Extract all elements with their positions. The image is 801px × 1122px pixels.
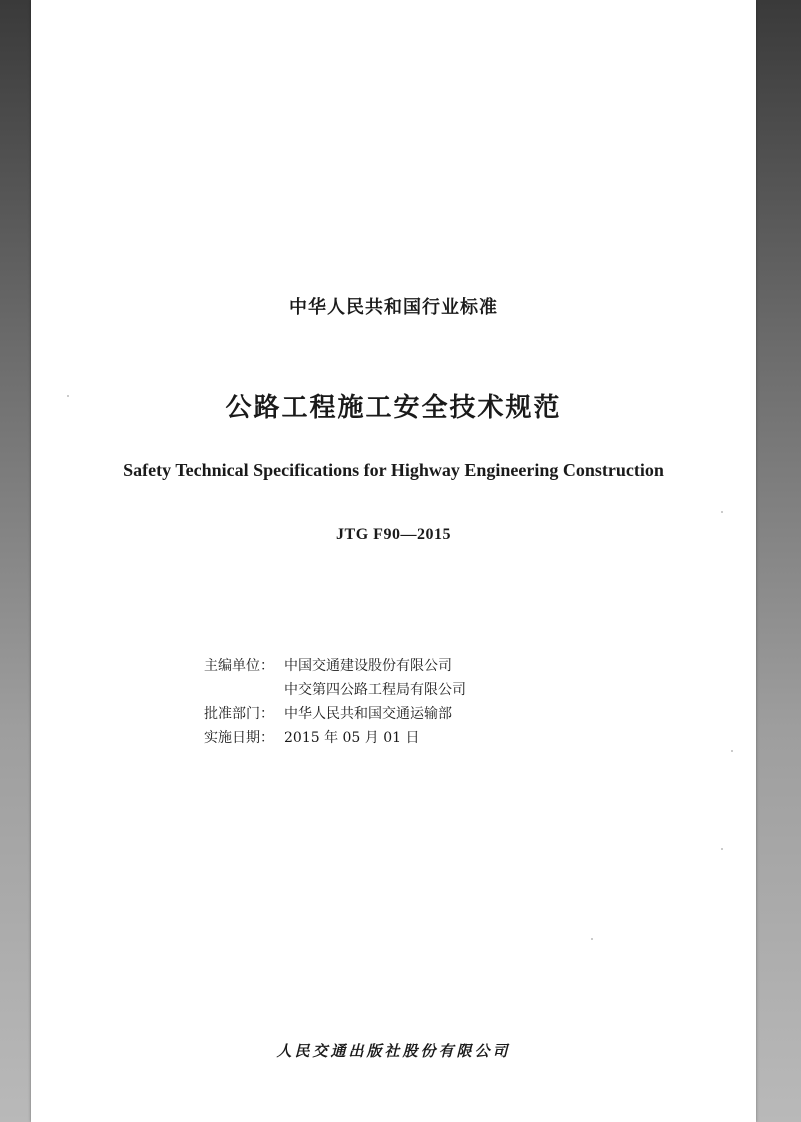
info-label — [204, 678, 284, 702]
scan-speck — [721, 511, 723, 513]
title-english: Safety Technical Specifications for Highway Engineering Construction — [123, 460, 664, 480]
info-row-approver — [204, 702, 466, 726]
info-value: 2015 年 05 月 01 日 — [284, 730, 420, 746]
info-block — [204, 654, 466, 750]
scan-speck — [721, 848, 723, 850]
info-value: 中国交通建设股份有限公司 — [284, 658, 452, 674]
info-label: 主编单位： — [204, 658, 274, 674]
standard-code: JTG F90—2015 — [336, 526, 451, 543]
scan-speck — [67, 395, 69, 397]
scan-speck — [591, 938, 593, 940]
title-chinese: 公路工程施工安全技术规范 — [225, 393, 562, 423]
standard-type: 中华人民共和国行业标准 — [289, 297, 498, 318]
info-label: 实施日期： — [204, 730, 274, 746]
publisher-name: 人民交通出版社股份有限公司 — [276, 1042, 511, 1060]
info-row-editor-2 — [204, 678, 466, 702]
info-row-editor-1 — [204, 654, 466, 678]
scan-speck — [731, 750, 733, 752]
info-value: 中华人民共和国交通运输部 — [284, 706, 452, 722]
info-label: 批准部门： — [204, 706, 274, 722]
info-row-effective-date — [204, 726, 466, 750]
info-value: 中交第四公路工程局有限公司 — [284, 682, 466, 698]
document-page — [31, 0, 756, 1122]
